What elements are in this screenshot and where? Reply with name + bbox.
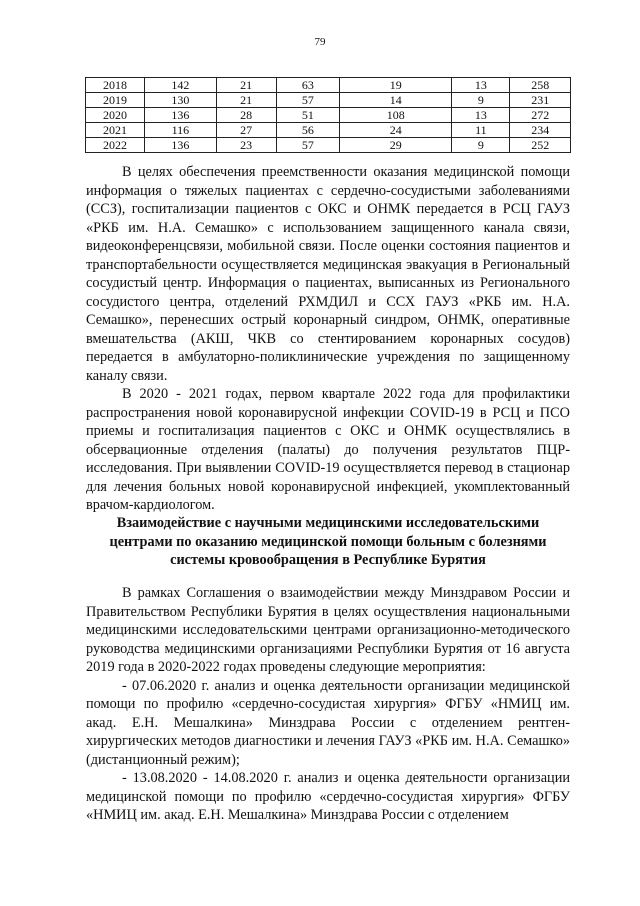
table-row <box>86 93 571 108</box>
table-cell: 2019 <box>86 93 145 108</box>
table-cell: 24 <box>340 123 452 138</box>
table-cell: 108 <box>340 108 452 123</box>
table-cell: 2022 <box>86 138 145 153</box>
paragraph: В рамках Соглашения о взаимодействии между Минздравом России и Правительством Республики Бурятия в целях осуществления национальными медицинскими исследовательскими центрами организационно-методического руководства медицинскими организациями Республики Бурятия от 16 августа 2019 года в 2020-2022 годах проведены следующие мероприятия: <box>86 585 570 675</box>
table-row <box>86 123 571 138</box>
table-cell: 56 <box>276 123 340 138</box>
table-cell: 234 <box>510 123 571 138</box>
table-cell: 29 <box>340 138 452 153</box>
paragraph: - 13.08.2020 - 14.08.2020 г. анализ и оценка деятельности организации медицинской помощи по профилю «сердечно-сосудистая хирургия» ФГБУ «НМИЦ им. акад. Е.Н. Мешалкина» Минздрава России с отделением <box>86 770 570 823</box>
table-cell: 272 <box>510 108 571 123</box>
table-cell: 57 <box>276 93 340 108</box>
table-cell: 21 <box>216 93 276 108</box>
heading-line: системы кровообращения в Республике Бурятия <box>170 552 486 568</box>
body-text-bottom <box>86 584 570 825</box>
table-cell: 136 <box>145 108 217 123</box>
table-cell: 14 <box>340 93 452 108</box>
table-cell: 130 <box>145 93 217 108</box>
table-cell: 231 <box>510 93 571 108</box>
table-cell: 51 <box>276 108 340 123</box>
table-cell: 2020 <box>86 108 145 123</box>
table-row <box>86 138 571 153</box>
table-cell: 2018 <box>86 78 145 93</box>
table-cell: 57 <box>276 138 340 153</box>
table-cell: 63 <box>276 78 340 93</box>
table-cell: 21 <box>216 78 276 93</box>
table-row <box>86 108 571 123</box>
table-cell: 9 <box>452 93 510 108</box>
heading-line: центрами по оказанию медицинской помощи больным с болезнями <box>109 533 547 550</box>
table-cell: 13 <box>452 78 510 93</box>
heading-line: Взаимодействие с научными медицинскими исследовательскими <box>116 515 540 531</box>
table-cell: 23 <box>216 138 276 153</box>
table-cell: 252 <box>510 138 571 153</box>
table-cell: 136 <box>145 138 217 153</box>
table-cell: 19 <box>340 78 452 93</box>
table-cell: 2021 <box>86 123 145 138</box>
page-number: 79 <box>314 36 326 48</box>
section-heading <box>86 514 570 570</box>
paragraph: В целях обеспечения преемственности оказания медицинской помощи информация о тяжелых пациентах с сердечно-сосудистыми заболеваниями (ССЗ), госпитализации пациентов с ОКС и ОНМК передается в РСЦ ГАУЗ «РКБ им. Н.А. Семашко» с использованием защищенного канала связи, видеоконференцсвязи, мобильной связи. После оценки состояния пациентов и транспортабельности осуществляется медицинская эвакуация в Региональный сосудистый центр. Информация о пациентах, выписанных из Регионального сосудистого центра, отделений РХМДИЛ и ССХ ГАУЗ «РКБ им. Н.А. Семашко», перенесших острый коронарный синдром, ОНМК, оперативные вмешательства (АКШ, ЧКВ со стентированием коронарных сосудов) передается в амбулаторно-поликлинические учреждения по защищенному каналу связи. <box>86 164 570 384</box>
table-cell: 28 <box>216 108 276 123</box>
body-text-top <box>86 163 570 515</box>
paragraph: - 07.06.2020 г. анализ и оценка деятельности организации медицинской помощи по профилю «сердечно-сосудистая хирургия» ФГБУ «НМИЦ им. акад. Е.Н. Мешалкина» Минздрава России с отделением рентген-хирургических методов диагностики и лечения ГАУЗ «РКБ им. Н.А. Семашко» (дистанционный режим); <box>86 677 570 768</box>
table-cell: 116 <box>145 123 217 138</box>
statistics-table <box>85 77 571 153</box>
table-row <box>86 78 571 93</box>
table-cell: 258 <box>510 78 571 93</box>
table-cell: 11 <box>452 123 510 138</box>
paragraph: В 2020 - 2021 годах, первом квартале 2022 года для профилактики распространения новой коронавирусной инфекции COVID-19 в РСЦ и ПСО приемы и госпитализация пациентов с ОКС и ОНМК осуществлялись в обсервационные отделения (палаты) до получения результатов ПЦР-исследования. При выявлении COVID-19 осуществляется перевод в стационар для лечения больных новой коронавирусной инфекцией, укомплектованный врачом-кардиологом. <box>86 386 570 513</box>
table-cell: 142 <box>145 78 217 93</box>
table-cell: 27 <box>216 123 276 138</box>
table-cell: 13 <box>452 108 510 123</box>
table-cell: 9 <box>452 138 510 153</box>
